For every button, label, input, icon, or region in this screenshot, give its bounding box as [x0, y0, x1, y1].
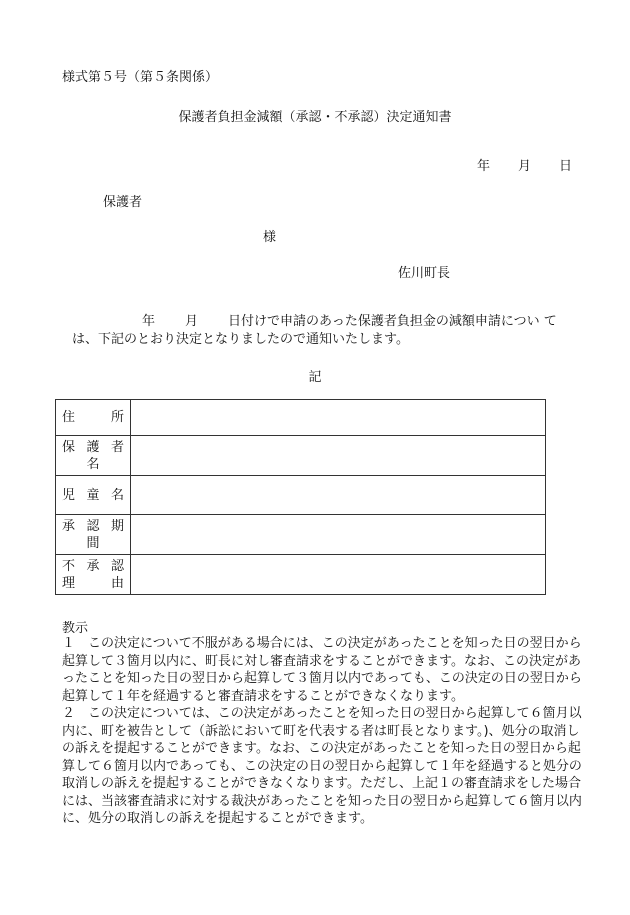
date-year: 年 — [476, 159, 490, 174]
label-period-b: 間 — [86, 535, 100, 551]
issuer: 佐川町長 — [398, 266, 451, 281]
notice-item-1: １ この決定について不服がある場合には、この決定があったことを知った日の翌日から起算して３箇月以内に、町長に対し審査請求をすることができます。なお、この決定があったことを知った日の翌日から起算して３箇月以内であっても、この決定の日の翌日から起算して１年を経過すると審査請求をすることができなくなります。 — [62, 636, 582, 704]
date-month: 月 — [517, 159, 531, 174]
table-row-address — [56, 400, 546, 436]
body-line-2: は、下記のとおり決定となりましたので通知いたします。 — [72, 332, 409, 347]
recipient-label: 保護者 — [103, 195, 143, 210]
label-child: 児童名 — [56, 476, 131, 515]
table-row-child — [56, 476, 546, 515]
date-line — [477, 155, 572, 174]
label-reason-a: 不承認 — [62, 558, 124, 574]
notice-item-2: ２ この決定については、この決定があったことを知った日の翌日から起算して６箇月以内に、町を被告として（訴訟において町を代表する者は町長となります。)、処分の取消しの訴えを提起することができます。なお、この決定があったことを知った日の翌日から起算して６箇月以内であっても、この決定の日の翌日から起算して１年を経過すると処分の取消しの訴えを提起することができなくなります。ただし、上記１の審査請求をした場合には、当該審査請求に対する裁決があったことを知った日の翌日から起算して６箇月以内に、処分の取消しの訴えを提起することができます。 — [62, 706, 582, 826]
value-address — [131, 400, 546, 436]
label-period — [56, 515, 131, 555]
details-table — [55, 399, 546, 595]
ki-heading: 記 — [308, 370, 322, 385]
value-period — [131, 515, 546, 555]
honorific: 様 — [263, 230, 277, 245]
table-row-period — [56, 515, 546, 555]
label-address: 住 所 — [56, 400, 131, 436]
body-text — [62, 313, 582, 349]
body-year: 年 — [142, 314, 156, 329]
label-period-a: 承認期 — [62, 518, 124, 534]
form-number: 様式第５号（第５条関係） — [62, 70, 219, 85]
label-reason — [56, 555, 131, 595]
value-child — [131, 476, 546, 515]
document-title: 保護者負担金減額（承認・不承認）決定通知書 — [178, 110, 452, 125]
value-reason — [131, 555, 546, 595]
body-line1-rest: 日付けで申請のあった保護者負担金の減額申請につい て — [228, 314, 557, 329]
body-month: 月 — [185, 314, 199, 329]
label-guardian — [56, 436, 131, 476]
label-reason-b: 理 由 — [62, 575, 124, 591]
label-guardian-a: 保護者 — [62, 439, 124, 455]
value-guardian — [131, 436, 546, 476]
notice-text — [62, 635, 582, 828]
date-day: 日 — [558, 159, 572, 174]
label-guardian-b: 名 — [86, 456, 100, 472]
table-row-guardian — [56, 436, 546, 476]
body-line-1 — [62, 313, 582, 331]
table-row-reason — [56, 555, 546, 595]
notice-heading: 教示 — [62, 621, 89, 636]
